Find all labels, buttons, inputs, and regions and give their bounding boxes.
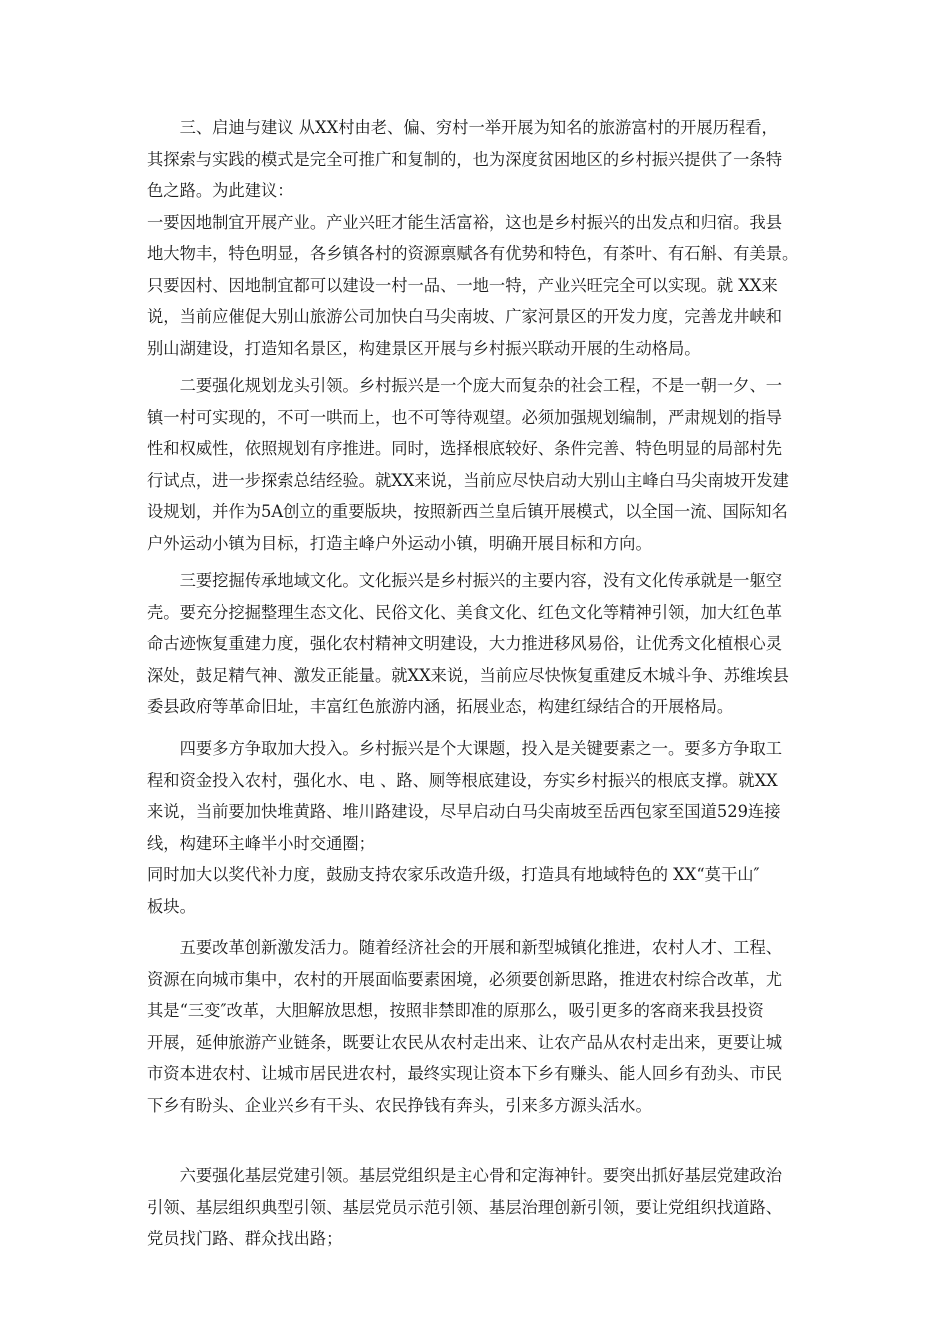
paragraph-culture: 三要挖掘传承地域文化。文化振兴是乡村振兴的主要内容，没有文化传承就是一躯空 壳。要充分挖掘整理生态文化、民俗文化、美食文化、红色文化等精神引领，加大红色革 命古迹恢复重建力度，强化农村精神文明建设，大力推进移风易俗，让优秀文化植根心灵 深处，鼓足精气神、激发正能量。就XX来说，当前应尽快恢复重建反木城斗争、苏维埃县 委县政府等革命旧址，丰富红色旅游内涵，拓展业态，构建红绿结合的开展格局。 <box>147 571 789 716</box>
planning-block <box>147 370 811 559</box>
paragraph-investment: 四要多方争取加大投入。乡村振兴是个大课题，投入是关键要素之一。要多方争取工 程和资金投入农村，强化水、电 、路、厕等根底建设，夯实乡村振兴的根底支撑。就XX 来说，当前要加快堆黄路、堆川路建设，尽早启动白马尖南坡至岳西包家至国道529连接 线，构建环主峰半小时交通圈； <box>147 739 783 853</box>
paragraph-reform: 五要改革创新激发活力。随着经济社会的开展和新型城镇化推进，农村人才、工程、 资源在向城市集中，农村的开展面临要素困境，必须要创新思路，推进农村综合改革，尤 其是“三变″改革，大胆解放思想，按照非禁即准的原那么，吸引更多的客商来我县投资 开展，延伸旅游产业链条，既要让农民从农村走出来、让农产品从农村走出来，更要让城 市资本进农村、让城市居民进农村，最终实现让资本下乡有赚头、能人回乡有劲头、市民 下乡有盼头、企业兴乡有干头、农民挣钱有奔头，引来多方源头活水。 <box>147 938 783 1115</box>
paragraph-planning: 二要强化规划龙头引领。乡村振兴是一个庞大而复杂的社会工程，不是一朝一夕、一 镇一村可实现的，不可一哄而上，也不可等待观望。必须加强规划编制，严肃规划的指导 性和权威性，依照规划有序推进。同时，选择根底较好、条件完善、特色明显的局部村先 行试点，进一步探索总结经验。就XX来说，当前应尽快启动大别山主峰白马尖南坡开发建 设规划，并作为5A创立的重要版块，按照新西兰皇后镇开展模式，以全国一流、国际知名 户外运动小镇为目标，打造主峰户外运动小镇，明确开展目标和方向。 <box>147 376 789 553</box>
paragraph-recommendations-intro: 三、启迪与建议 从XX村由老、偏、穷村一举开展为知名的旅游富村的开展历程看， 其探索与实践的模式是完全可推广和复制的，也为深度贫困地区的乡村振兴提供了一条特 色之路。为此建议： <box>147 118 782 200</box>
party-building-block <box>147 1160 811 1255</box>
reform-block <box>147 932 811 1121</box>
paragraph-party-building: 六要强化基层党建引领。基层党组织是主心骨和定海神针。要突出抓好基层党建政治 引领、基层组织典型引领、基层党员示范引领、基层治理创新引领，要让党组织找道路、 党员找门路、群众找出路； <box>147 1166 783 1248</box>
intro-block <box>147 112 811 364</box>
culture-block <box>147 565 811 723</box>
paragraph-industry: 一要因地制宜开展产业。产业兴旺才能生活富裕，这也是乡村振兴的出发点和归宿。我县 地大物丰，特色明显，各乡镇各村的资源禀赋各有优势和特色，有茶叶、有石斛、有美景。 只要因村、因地制宜都可以建设一村一品、一地一特，产业兴旺完全可以实现。就 XX来 说，当前应催促大别山旅游公司加快白马尖南坡、广家河景区的开发力度，完善龙井峡和 别山湖建设，打造知名景区，构建景区开展与乡村振兴联动开展的生动格局。 <box>147 212 799 358</box>
paragraph-investment-continued: 同时加大以奖代补力度，鼓励支持农家乐改造升级，打造具有地域特色的 XX“莫干山″ 板块。 <box>147 865 760 916</box>
investment-block <box>147 733 811 922</box>
